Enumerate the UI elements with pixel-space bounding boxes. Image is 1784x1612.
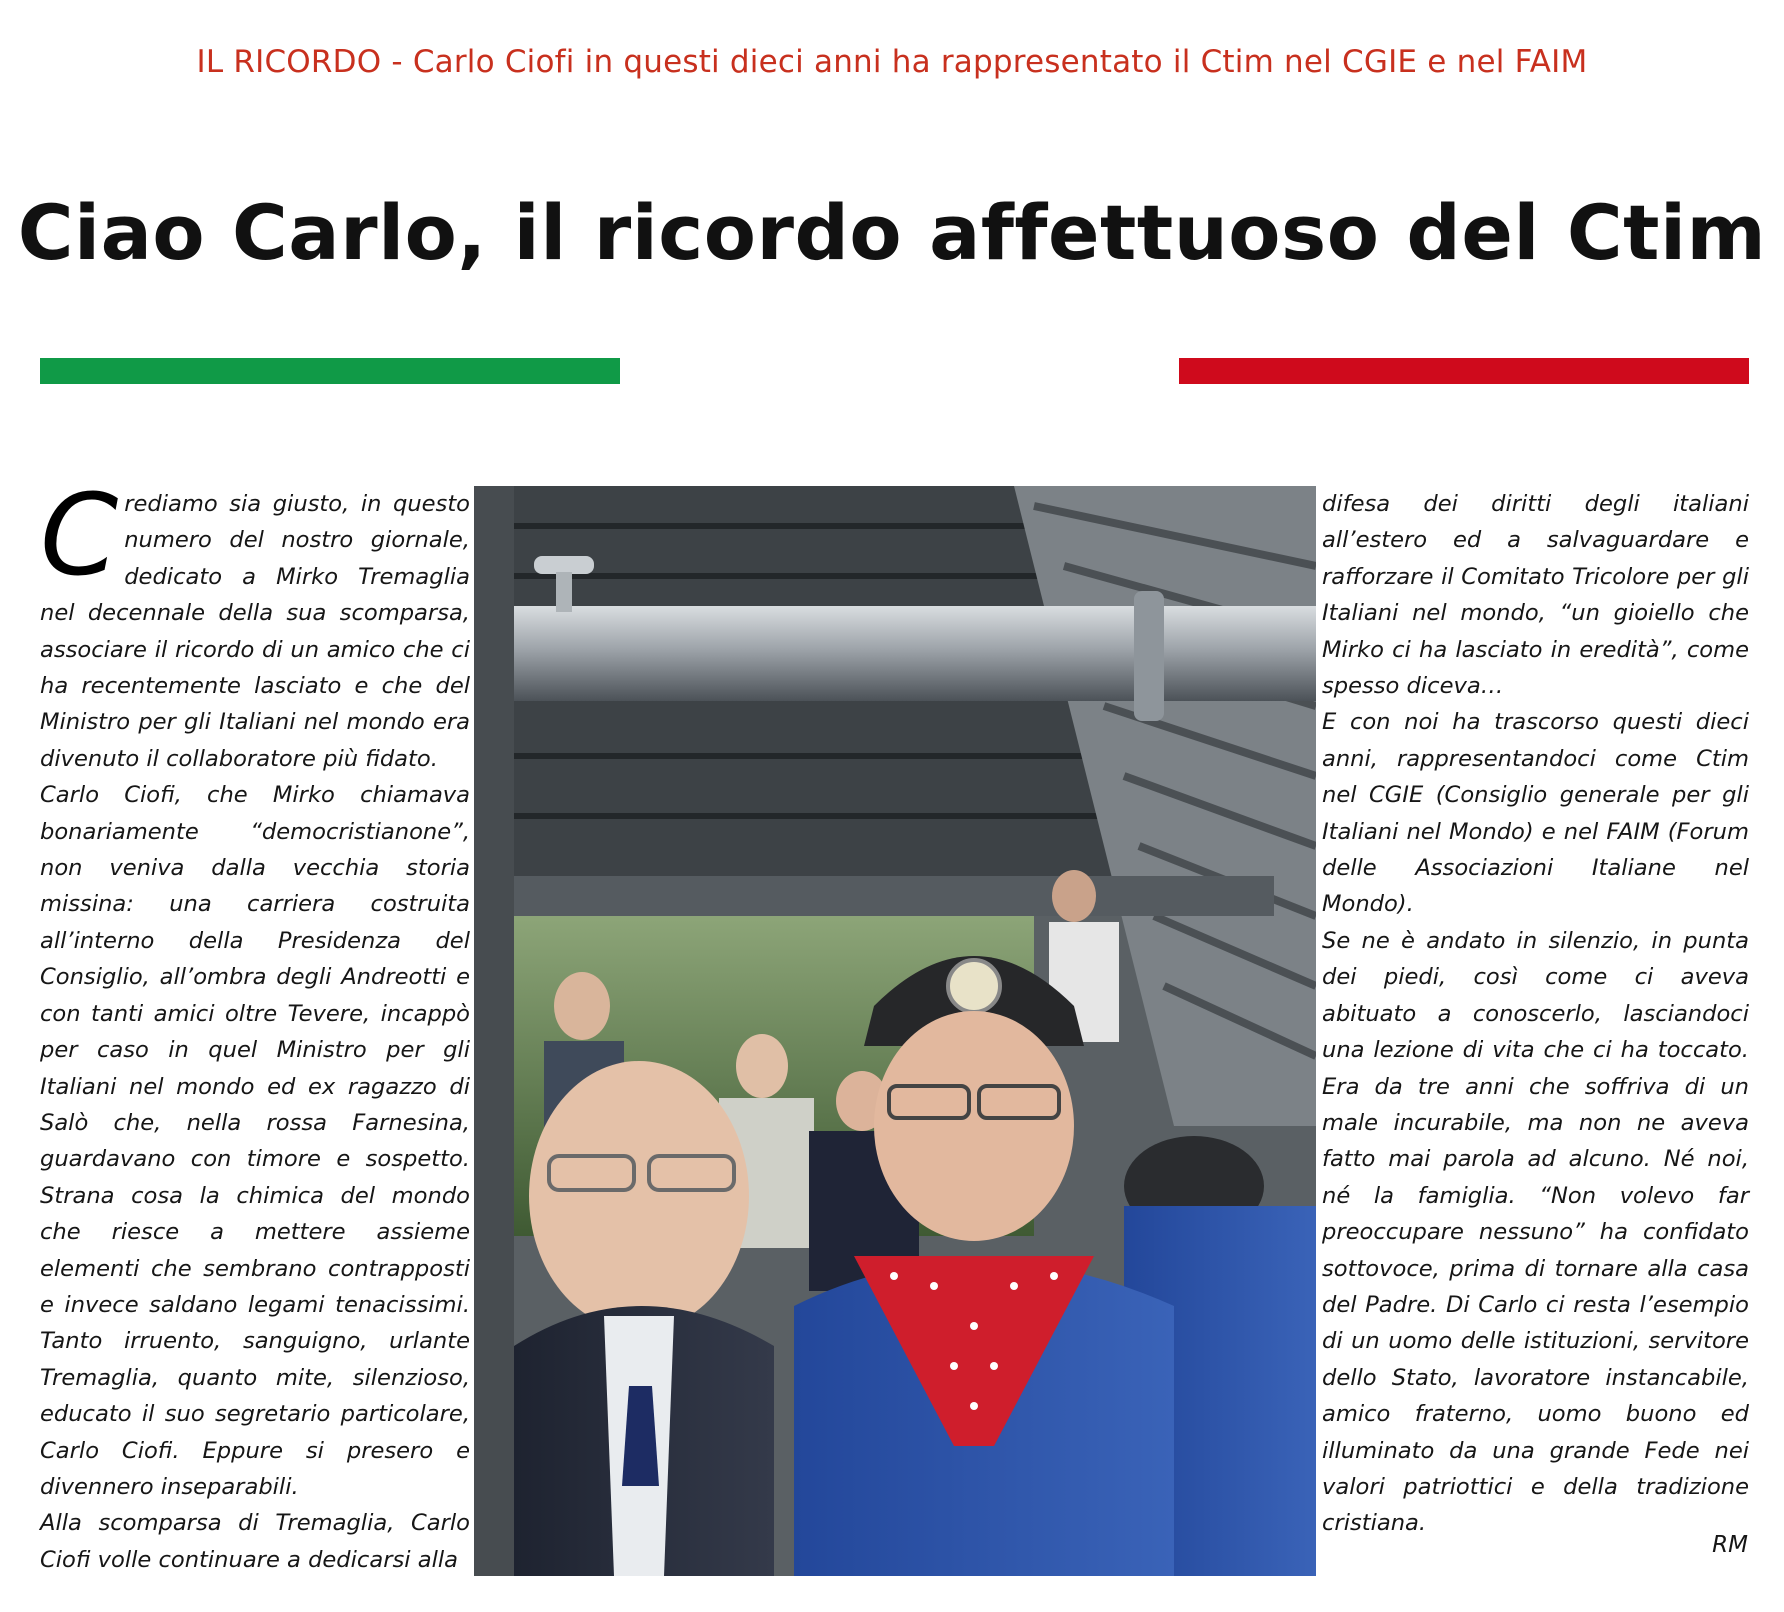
article-paragraph: Alla scomparsa di Tremaglia, Carlo Ciofi volle continuare a dedicarsi alla: [40, 1510, 470, 1573]
article-paragraph: Carlo Ciofi, che Mirko chiamava bonariamente “democristianone”, non veniva dalla vecchia storia missina: una carriera costruita all’interno della Presidenza del Consiglio, all’ombra degli Andreotti e con tanti amici oltre Tevere, incappò per caso in quel Ministro per gli Italiani nel mondo ed ex ragazzo di Salò che, nella rossa Farnesina, guardavano con timore e sospetto. Strana cosa la chimica del mondo che riesce a mettere assieme elementi che sembrano contrapposti e invece saldano legami tenacissimi. Tanto irruento, sanguigno, urlante Tremaglia, quanto mite, silenzioso, educato il suo segretario particolare, Carlo Ciofi. Eppure si presero e divennero inseparabili.: [40, 782, 470, 1500]
drop-cap: C: [40, 471, 119, 601]
author-signature: RM: [1712, 1532, 1748, 1558]
kicker-line: IL RICORDO - Carlo Ciofi in questi dieci anni ha rappresentato il Ctim nel CGIE e nel FAIM: [196, 44, 1588, 80]
article-paragraph: difesa dei diritti degli italiani all’estero ed a salvaguardare e rafforzare il Comitato Tricolore per gli Italiani nel mondo, “un gioiello che Mirko ci ha lasciato in eredità”, come spesso diceva…: [1322, 491, 1749, 700]
article-paragraph: E con noi ha trascorso questi dieci anni, rappresentandoci come Ctim nel CGIE (Consiglio generale per gli Italiani nel Mondo) e nel FAIM (Forum delle Associazioni Italiane nel Mondo).: [1322, 709, 1749, 918]
headline: Ciao Carlo, il ricordo affettuoso del Ctim: [17, 188, 1767, 277]
photo-illustration: [474, 486, 1316, 1576]
article-column-right: [1322, 486, 1749, 1542]
flag-bar-green: [40, 358, 620, 384]
article-paragraph: Se ne è andato in silenzio, in punta dei piedi, così come ci aveva abituato a conoscerlo, lasciandoci una lezione di vita che ci ha toccato. Era da tre anni che soffriva di un male incurabile, ma non ne aveva fatto mai parola ad alcuno. Né noi, né la famiglia. “Non volevo far preoccupare nessuno” ha confidato sottovoce, prima di tornare alla casa del Padre. Di Carlo ci resta l’esempio di un uomo delle istituzioni, servitore dello Stato, lavoratore instancabile, amico fraterno, uomo buono ed illuminato da una grande Fede nei valori patriottici e della tradizione cristiana.: [1322, 927, 1749, 1537]
flag-bar-red: [1179, 358, 1749, 384]
article-column-left: [40, 471, 470, 1578]
article-photo: [474, 486, 1316, 1576]
paragraph-text: rediamo sia giusto, in questo numero del nostro giornale, dedicato a Mirko Tremaglia nel decennale della sua scomparsa, associare il ricordo di un amico che ci ha recentemente lasciato e che del Ministro per gli Italiani nel mondo era divenuto il collaboratore più fidato.: [40, 491, 470, 772]
article-paragraph: [40, 471, 470, 777]
